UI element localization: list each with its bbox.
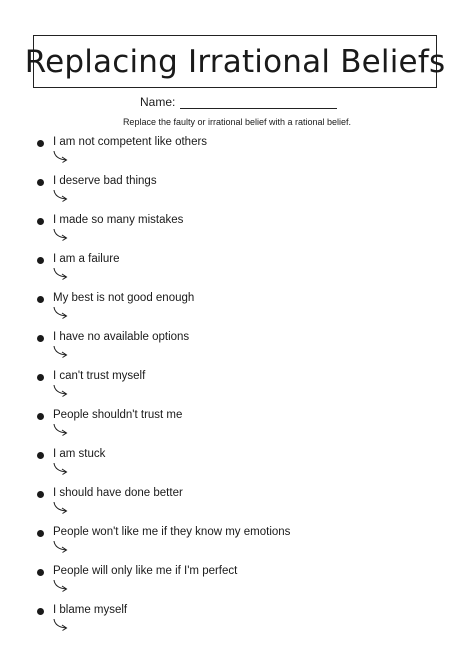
curved-arrow-down-right-icon: [53, 268, 69, 280]
belief-text: I have no available options: [53, 331, 190, 343]
curved-arrow-down-right-icon: [53, 619, 69, 631]
belief-text: I blame myself: [53, 604, 128, 616]
belief-item: [36, 293, 456, 332]
bullet-dot-icon: [37, 413, 44, 420]
belief-item: [36, 254, 456, 293]
bullet-dot-icon: [37, 218, 44, 225]
belief-item: [36, 488, 456, 527]
belief-item: [36, 605, 456, 644]
belief-item: [36, 137, 456, 176]
belief-item: [36, 176, 456, 215]
belief-text: People will only like me if I'm perfect: [53, 565, 238, 577]
name-field: [140, 95, 337, 109]
curved-arrow-down-right-icon: [53, 190, 69, 202]
curved-arrow-down-right-icon: [53, 385, 69, 397]
belief-item: [36, 566, 456, 605]
curved-arrow-down-right-icon: [53, 580, 69, 592]
belief-item: [36, 527, 456, 566]
bullet-dot-icon: [37, 491, 44, 498]
belief-text: People won't like me if they know my emotions: [53, 526, 291, 538]
curved-arrow-down-right-icon: [53, 463, 69, 475]
belief-text: I should have done better: [53, 487, 183, 499]
bullet-dot-icon: [37, 140, 44, 147]
belief-text: I am a failure: [53, 253, 120, 265]
curved-arrow-down-right-icon: [53, 229, 69, 241]
title-box: [24, 35, 446, 88]
belief-item: [36, 371, 456, 410]
belief-text: I made so many mistakes: [53, 214, 184, 226]
belief-item: [36, 215, 456, 254]
name-input-line[interactable]: [180, 96, 337, 109]
belief-item: [36, 332, 456, 371]
bullet-dot-icon: [37, 296, 44, 303]
bullet-dot-icon: [37, 335, 44, 342]
bullet-dot-icon: [37, 452, 44, 459]
belief-item: [36, 410, 456, 449]
curved-arrow-down-right-icon: [53, 424, 69, 436]
belief-text: I am stuck: [53, 448, 106, 460]
curved-arrow-down-right-icon: [53, 151, 69, 163]
belief-item: [36, 449, 456, 488]
page-title: Replacing Irrational Beliefs: [24, 43, 446, 80]
bullet-dot-icon: [37, 569, 44, 576]
beliefs-list: [36, 137, 456, 644]
curved-arrow-down-right-icon: [53, 346, 69, 358]
instructions-text: Replace the faulty or irrational belief with a rational belief.: [122, 117, 352, 127]
belief-text: People shouldn't trust me: [53, 409, 183, 421]
bullet-dot-icon: [37, 179, 44, 186]
curved-arrow-down-right-icon: [53, 502, 69, 514]
bullet-dot-icon: [37, 257, 44, 264]
belief-text: I can't trust myself: [53, 370, 146, 382]
belief-text: My best is not good enough: [53, 292, 195, 304]
curved-arrow-down-right-icon: [53, 541, 69, 553]
belief-text: I deserve bad things: [53, 175, 157, 187]
curved-arrow-down-right-icon: [53, 307, 69, 319]
bullet-dot-icon: [37, 374, 44, 381]
name-label: Name:: [140, 95, 176, 109]
bullet-dot-icon: [37, 530, 44, 537]
belief-text: I am not competent like others: [53, 136, 208, 148]
bullet-dot-icon: [37, 608, 44, 615]
